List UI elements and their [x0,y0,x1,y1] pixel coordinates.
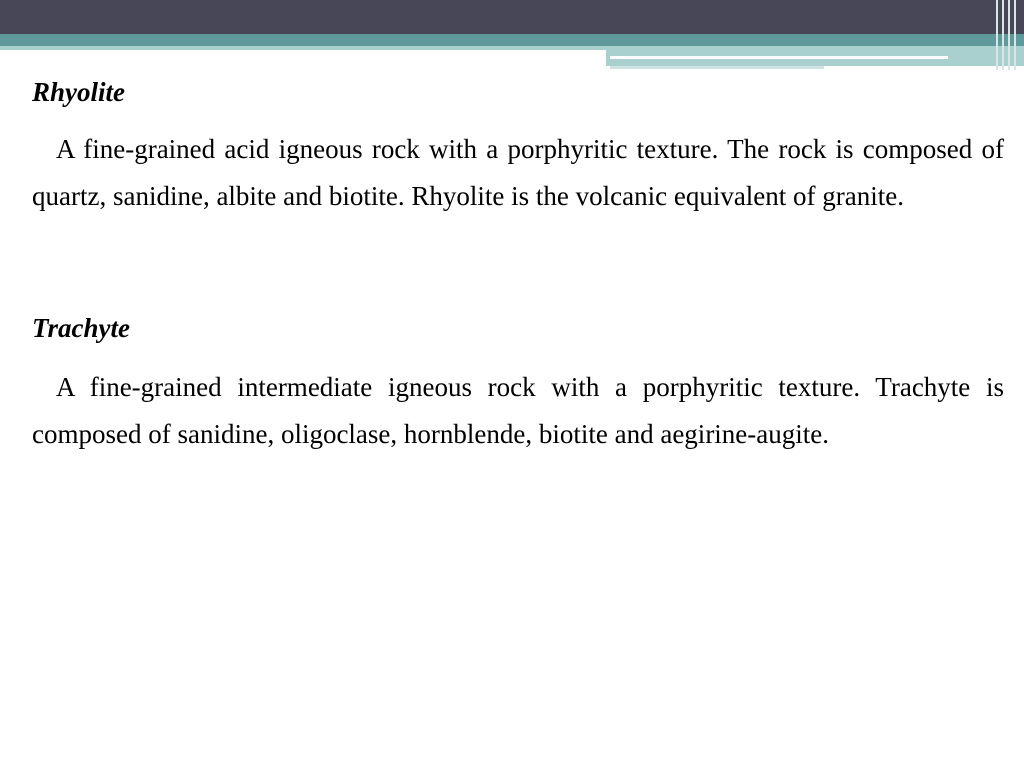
section-heading-trachyte: Trachyte [32,313,130,343]
section-heading-rhyolite: Rhyolite [32,77,125,107]
slide-content [32,70,1004,458]
header-accent-line-left [0,46,606,50]
header-teal-band [0,34,1024,46]
header-corner-stripes [992,0,1024,70]
header-accent-line-right-1 [610,56,948,59]
header-accent-line-right-2 [610,66,824,69]
section-body-rhyolite: A fine-grained acid igneous rock with a porphyritic texture. The rock is composed of quartz, sanidine, albite and biotite. Rhyolite is the volcanic equivalent of granite. [32,134,1004,211]
header-bar [0,0,1024,34]
section-body-trachyte: A fine-grained intermediate igneous rock with a porphyritic texture. Trachyte is composed of sanidine, oligoclase, hornblende, biotite and aegirine-augite. [32,372,1004,449]
